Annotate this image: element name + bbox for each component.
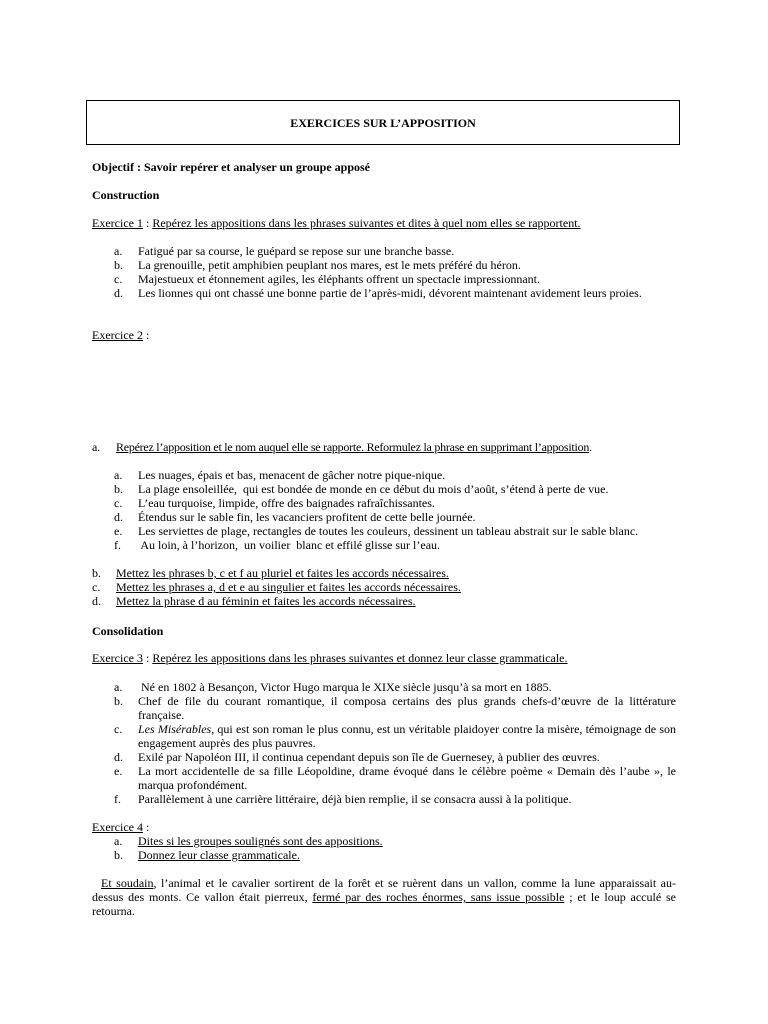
section-construction: Construction bbox=[92, 188, 160, 202]
passage bbox=[92, 876, 676, 918]
exercise-1-instruction: Repérez les appositions dans les phrases suivantes et dites à quel nom elles se rapportent. bbox=[152, 216, 581, 230]
list-marker: f. bbox=[114, 538, 121, 552]
task-marker: b. bbox=[92, 566, 101, 580]
list-text: La mort accidentelle de sa fille Léopoldine, drame évoqué dans le célèbre poème « Demain dès l’aube », le marqua profondément. bbox=[138, 764, 676, 792]
list-marker: b. bbox=[114, 694, 123, 708]
task-marker: a. bbox=[92, 440, 100, 454]
list-text: Les lionnes qui ont chassé une bonne partie de l’après-midi, dévorent maintenant avidement leurs proies. bbox=[138, 286, 642, 300]
list-marker: f. bbox=[114, 792, 121, 806]
page-title: EXERCICES SUR L’APPOSITION bbox=[290, 115, 476, 130]
exercise-2-heading bbox=[92, 328, 676, 342]
objective: Objectif : Savoir repérer et analyser un groupe apposé bbox=[92, 160, 370, 174]
list-marker: d. bbox=[114, 286, 123, 300]
list-marker: b. bbox=[114, 482, 123, 496]
list-marker: b. bbox=[114, 258, 123, 272]
exercise-3-instruction: Repérez les appositions dans les phrases suivantes et donnez leur classe grammaticale. bbox=[152, 651, 568, 665]
task-text: Mettez les phrases a, d et e au singulier et faites les accords nécessaires. bbox=[116, 580, 461, 594]
task-text: Repérez l’apposition et le nom auquel elle se rapporte. Reformulez la phrase en supprimant l’apposition bbox=[116, 440, 590, 454]
list-text: Exilé par Napoléon III, il continua cependant depuis son île de Guernesey, à publier des œuvres. bbox=[138, 750, 600, 764]
list-text: Chef de file du courant romantique, il composa certains des plus grands chefs-d’œuvre de la littérature française. bbox=[138, 694, 676, 722]
list-text: Parallèlement à une carrière littéraire, déjà bien remplie, il se consacra aussi à la politique. bbox=[138, 792, 572, 806]
list-marker: a. bbox=[114, 834, 123, 848]
list-text: La grenouille, petit amphibien peuplant nos mares, est le mets préféré du héron. bbox=[138, 258, 521, 272]
exercise-2-label: Exercice 2 bbox=[92, 328, 143, 342]
passage-text-1: , l’animal et le cavalier sortirent de la forêt et se ruèrent dans un vallon, comme la lune apparaissait au-dessus des monts. Ce vallon était pierreux, bbox=[92, 876, 676, 904]
list-marker: e. bbox=[114, 524, 123, 538]
passage-underline-2: fermé par des roches énormes, sans issue possible bbox=[312, 890, 565, 904]
list-text: , qui est son roman le plus connu, est un véritable plaidoyer contre la misère, témoignage de son engagement auprès des plus pauvres. bbox=[138, 722, 676, 750]
exercise-3-heading bbox=[92, 651, 676, 665]
task-marker: c. bbox=[92, 580, 101, 594]
section-consolidation: Consolidation bbox=[92, 624, 164, 638]
list-marker: b. bbox=[114, 848, 123, 862]
book-title: Les Misérables bbox=[138, 722, 212, 736]
list-marker: c. bbox=[114, 722, 123, 736]
list-marker: a. bbox=[114, 680, 123, 694]
task-end: . bbox=[589, 440, 592, 454]
exercise-2-sep: : bbox=[142, 328, 150, 342]
list-text: L’eau turquoise, limpide, offre des baignades rafraîchissantes. bbox=[138, 496, 435, 510]
passage-underline-1: Et soudain bbox=[101, 876, 154, 890]
exercise-4-label: Exercice 4 bbox=[92, 820, 143, 834]
exercise-4-heading bbox=[92, 820, 676, 834]
list-marker: d. bbox=[114, 750, 123, 764]
list-text: Né en 1802 à Besançon, Victor Hugo marqua le XIXe siècle jusqu’à sa mort en 1885. bbox=[138, 680, 552, 694]
list-marker: a. bbox=[114, 468, 123, 482]
list-text: Étendus sur le sable fin, les vacanciers profitent de cette belle journée. bbox=[138, 510, 476, 524]
list-text: Donnez leur classe grammaticale. bbox=[138, 848, 300, 862]
list-text: Au loin, à l’horizon, un voilier blanc et effilé glisse sur l’eau. bbox=[138, 538, 441, 552]
exercise-1-heading bbox=[92, 216, 676, 230]
list-marker: a. bbox=[114, 244, 123, 258]
list-marker: e. bbox=[114, 764, 123, 778]
list-marker: c. bbox=[114, 496, 123, 510]
list-text: Les serviettes de plage, rectangles de toutes les couleurs, dessinent un tableau abstrait sur le sable blanc. bbox=[138, 524, 639, 538]
passage-text-2: ; et le loup acculé se retourna. bbox=[92, 890, 676, 918]
exercise-3-label: Exercice 3 bbox=[92, 651, 143, 665]
exercise-1-sep: : bbox=[142, 216, 153, 230]
exercise-1-label: Exercice 1 bbox=[92, 216, 143, 230]
task-text: Mettez la phrase d au féminin et faites les accords nécessaires. bbox=[116, 594, 416, 608]
list-text: Majestueux et étonnement agiles, les éléphants offrent un spectacle impressionnant. bbox=[138, 272, 540, 286]
task-text: Mettez les phrases b, c et f au pluriel et faites les accords nécessaires. bbox=[116, 566, 449, 580]
task-marker: d. bbox=[92, 594, 101, 608]
list-marker: c. bbox=[114, 272, 123, 286]
title-box bbox=[86, 100, 680, 145]
exercise-3-sep: : bbox=[142, 651, 153, 665]
list-marker: d. bbox=[114, 510, 123, 524]
list-text: La plage ensoleillée, qui est bondée de monde en ce début du mois d’août, s’étend à perte de vue. bbox=[138, 482, 609, 496]
list-text: Les nuages, épais et bas, menacent de gâcher notre pique-nique. bbox=[138, 468, 446, 482]
exercise-4-sep: : bbox=[142, 820, 150, 834]
list-text: Dites si les groupes soulignés sont des appositions. bbox=[138, 834, 383, 848]
list-text: Fatigué par sa course, le guépard se repose sur une branche basse. bbox=[138, 244, 455, 258]
